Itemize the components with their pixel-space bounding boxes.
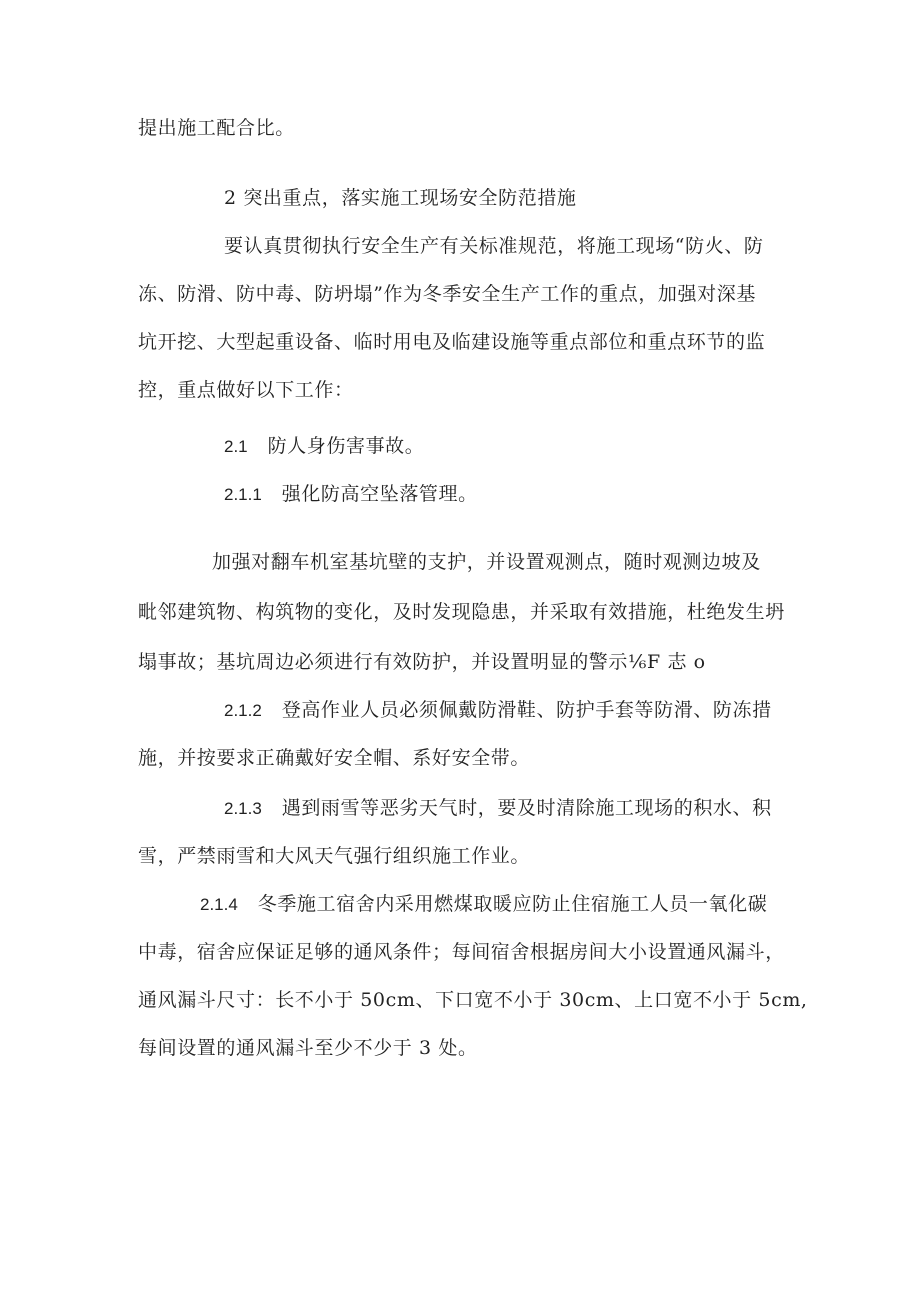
section-number: 2.1	[224, 437, 248, 456]
paragraph-line: 要认真贯彻执行安全生产有关标准规范，将施工现场“防火、防	[224, 235, 764, 257]
item-2-1-3	[224, 796, 772, 821]
section-title: 防人身伤害事故。	[267, 435, 425, 457]
paragraph-line: 控，重点做好以下工作：	[138, 379, 354, 401]
item-number: 2.1.2	[224, 701, 262, 720]
section-heading-2-1-1	[224, 482, 478, 507]
paragraph-line: 雪，严禁雨雪和大风天气强行组织施工作业。	[138, 845, 531, 867]
item-2-1-4	[200, 892, 767, 917]
paragraph-line: 毗邻建筑物、构筑物的变化，及时发现隐患，并采取有效措施，杜绝发生坍	[138, 601, 785, 623]
paragraph-line: 每间设置的通风漏斗至少不少于 3 处。	[138, 1037, 478, 1059]
paragraph-line: 塌事故；基坑周边必须进行有效防护，并设置明显的警示⅙F 志 o	[138, 651, 706, 673]
paragraph-line: 加强对翻车机室基坑壁的支护，并设置观测点，随时观测边坡及	[212, 551, 761, 573]
item-number: 2.1.3	[224, 799, 262, 818]
paragraph-line: 坑开挖、大型起重设备、临时用电及临建设施等重点部位和重点环节的监	[138, 331, 766, 353]
paragraph-line: 施，并按要求正确戴好安全帽、系好安全带。	[138, 747, 531, 769]
section-heading-2-1	[224, 434, 424, 459]
paragraph-line: 中毒，宿舍应保证足够的通风条件；每间宿舍根据房间大小设置通风漏斗，	[138, 941, 785, 963]
section-number: 2.1.1	[224, 485, 262, 504]
item-text: 遇到雨雪等恶劣天气时，要及时清除施工现场的积水、积	[281, 797, 772, 819]
item-text: 登高作业人员必须佩戴防滑鞋、防护手套等防滑、防冻措	[281, 699, 772, 721]
paragraph-line: 提出施工配合比。	[138, 117, 295, 139]
section-heading-2: 2 突出重点，落实施工现场安全防范措施	[224, 187, 577, 209]
item-text: 冬季施工宿舍内采用燃煤取暖应防止住宿施工人员一氧化碳	[257, 893, 768, 915]
paragraph-line: 冻、防滑、防中毒、防坍塌”作为冬季安全生产工作的重点，加强对深基	[138, 283, 756, 305]
item-number: 2.1.4	[200, 895, 238, 914]
paragraph-line: 通风漏斗尺寸：长不小于 50cm、下口宽不小于 30cm、上口宽不小于 5cm,	[138, 989, 808, 1011]
item-2-1-2	[224, 698, 772, 723]
section-title: 强化防高空坠落管理。	[281, 483, 478, 505]
